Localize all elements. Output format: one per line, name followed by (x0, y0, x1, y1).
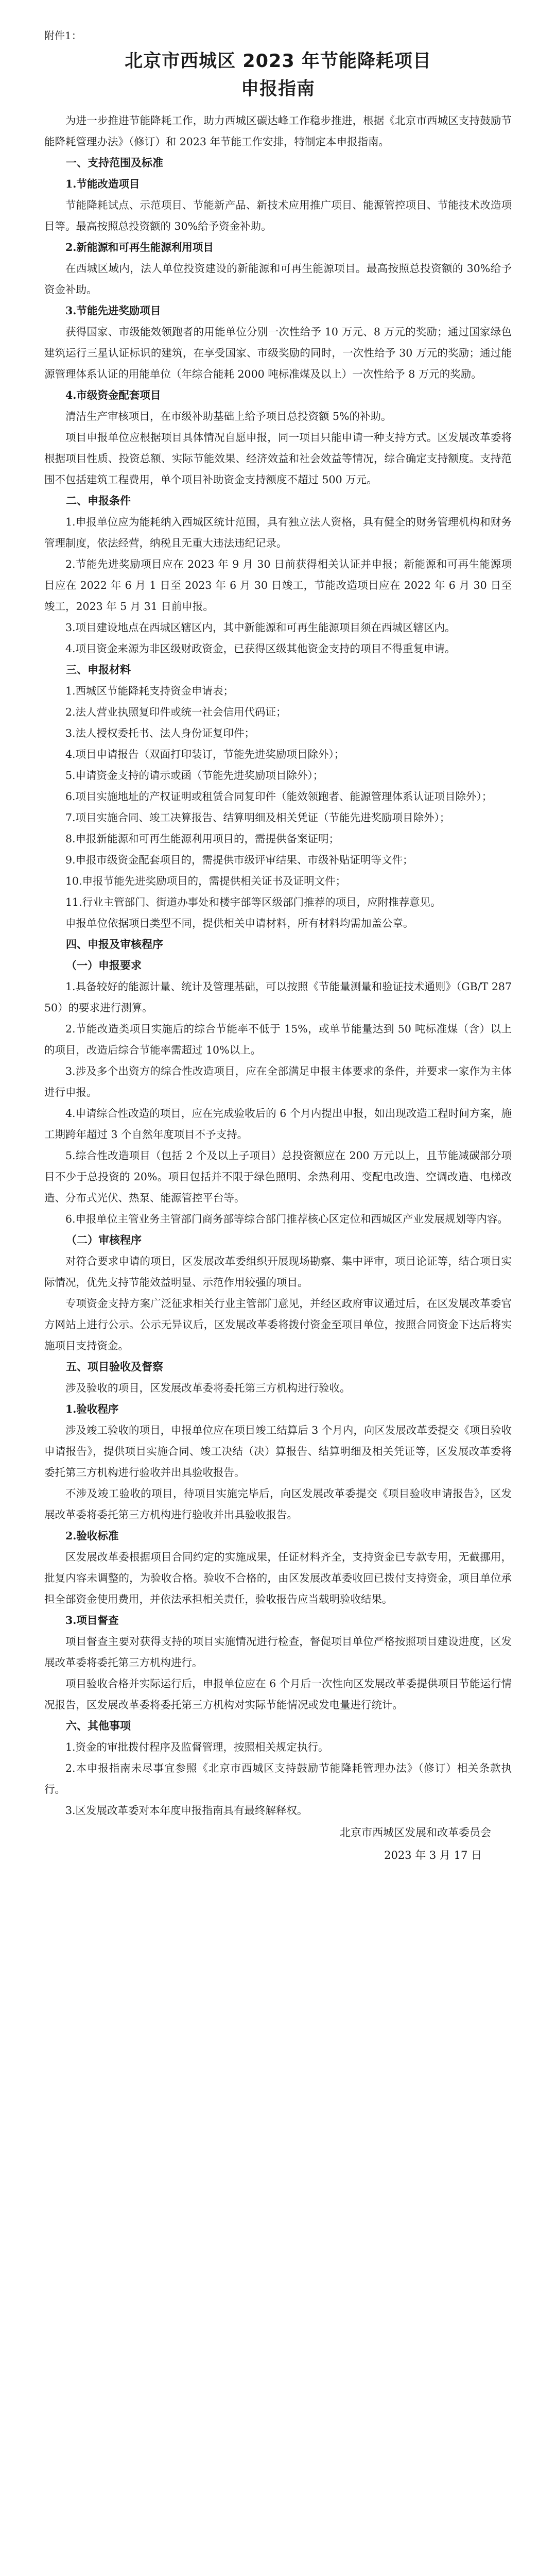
section-1-sub-1: 1.节能改造项目 (65, 178, 140, 190)
section-5-acceptance: 涉及竣工验收的项目，申报单位应在项目竣工结算后 3 个月内，向区发展改革委提交《项目验收申请报告》，提供项目实施合同、竣工决结（决）算报告、结算明细及相关凭证等，区发展改革委将委托第三方机构进行验收并出具验收报告。 (44, 1424, 512, 1479)
section-1-sub-1-text: 节能降耗试点、示范项目、节能新产品、新技术应用推广项目、能源管控项目、节能技术改造项目等。最高按照总投资额的 30%给予资金补助。 (44, 199, 512, 232)
section-4-requirement: 5.综合性改造项目（包括 2 个及以上子项目）总投资额应在 200 万元以上，且节能减碳部分项目不少于总投资的 20%。项目包括并不限于绿色照明、余热利用、变配电改造、空调改造、电梯改造、分布式光伏、热泵、能源管控平台等。 (44, 1149, 512, 1204)
section-6-heading: 六、其他事项 (66, 1720, 131, 1732)
section-3-item: 5.申请资金支持的请示或函（节能先进奖励项目除外）； (65, 769, 324, 782)
section-3-note: 申报单位依据项目类型不同，提供相关申请材料，所有材料均需加盖公章。 (65, 917, 414, 929)
attachment-label: 附件1： (44, 29, 82, 42)
section-1-sub-2-text: 在西城区域内，法人单位投资建设的新能源和可再生能源项目。最高按照总投资额的 30%给予资金补助。 (44, 262, 512, 296)
section-3-item: 1.西城区节能降耗支持资金申请表； (65, 685, 234, 697)
section-2-item: 4.项目资金来源为非区级财政资金，已获得区级其他资金支持的项目不得重复申请。 (65, 642, 456, 655)
section-3-item: 4.项目申请报告（双面打印装订，节能先进奖励项目除外）； (65, 748, 345, 760)
section-3-item: 10.申报节能先进奖励项目的，需提供相关证书及证明文件； (65, 875, 346, 887)
section-6-item: 1.资金的审批拨付程序及监督管理，按照相关规定执行。 (65, 1741, 329, 1753)
section-1-heading: 一、支持范围及标准 (66, 157, 163, 169)
section-4-requirement: 4.申请综合性改造的项目，应在完成验收后的 6 个月内提出申报，如出现改造工程时间方案，施工期跨年超过 3 个自然年度项目不予支持。 (44, 1107, 512, 1141)
document-title (44, 47, 512, 103)
section-1-sub-3-text: 获得国家、市级能效领跑者的用能单位分别一次性给予 10 万元、8 万元的奖励；通过国家绿色建筑运行三星认证标识的建筑，在享受国家、市级奖励的同时，一次性给予 30 万元的奖励；通过能源管理体系认证的用能单位（年综合能耗 2000 吨标准煤及以上）一次性给予 8 万元的奖励。 (44, 326, 512, 380)
intro-paragraph: 为进一步推进节能降耗工作，助力西城区碳达峰工作稳步推进，根据《北京市西城区支持鼓励节能降耗管理办法》（修订）和 2023 年节能工作安排，特制定本申报指南。 (44, 114, 512, 148)
section-1-sub-3: 3.节能先进奖励项目 (65, 304, 161, 317)
section-3-item: 9.申报市级资金配套项目的，需提供市级评审结果、市级补贴证明等文件； (65, 854, 413, 866)
section-5-sub-1: 1.验收程序 (65, 1403, 119, 1415)
section-1-sub-2: 2.新能源和可再生能源利用项目 (65, 241, 214, 253)
section-5-sub-2: 2.验收标准 (65, 1530, 119, 1542)
section-4-sub-2: （二）审核程序 (66, 1234, 142, 1246)
section-3-item: 2.法人营业执照复印件或统一社会信用代码证； (65, 706, 287, 718)
section-4-requirement: 3.涉及多个出资方的综合性改造项目，应在全部满足申报主体要求的条件，并要求一家作为主体进行申报。 (44, 1065, 512, 1098)
section-2-item: 3.项目建设地点在西城区辖区内，其中新能源和可再生能源项目须在西城区辖区内。 (65, 621, 456, 634)
section-1-sub-4: 4.市级资金配套项目 (65, 389, 161, 401)
issuer-signature: 北京市西城区发展和改革委员会 (340, 1826, 491, 1839)
section-4-review: 对符合要求申请的项目，区发展改革委组织开展现场勘察、集中评审，项目论证等，结合项目实际情况，优先支持节能效益明显、示范作用较强的项目。 (44, 1255, 512, 1289)
document-body (44, 110, 512, 1867)
section-2-item: 1.申报单位应为能耗纳入西城区统计范围，具有独立法人资格，具有健全的财务管理机构和财务管理制度，依法经营，纳税且无重大违法违纪记录。 (44, 516, 512, 549)
section-3-item: 3.法人授权委托书、法人身份证复印件； (65, 727, 255, 739)
section-4-review: 专项资金支持方案广泛征求相关行业主管部门意见，并经区政府审议通过后，在区发展改革委官方网站上进行公示。公示无异议后，区发展改革委将拨付资金至项目单位，按照合同资金下达后将实施项目支持资金。 (44, 1297, 512, 1352)
section-3-item: 7.项目实施合同、竣工决算报告、结算明细及相关凭证（节能先进奖励项目除外）； (65, 811, 450, 824)
section-3-heading: 三、申报材料 (66, 664, 131, 676)
section-3-item: 8.申报新能源和可再生能源利用项目的，需提供备案证明； (65, 833, 340, 845)
section-5-supervision: 项目督查主要对获得支持的项目实施情况进行检查，督促项目单位严格按照项目建设进度，区发展改革委将委托第三方机构进行。 (44, 1635, 512, 1669)
section-5-heading: 五、项目验收及督察 (66, 1361, 163, 1373)
section-5-supervision: 项目验收合格并实际运行后，申报单位应在 6 个月后一次性向区发展改革委提供项目节能运行情况报告，区发展改革委将委托第三方机构对实际节能情况或发电量进行统计。 (44, 1677, 512, 1711)
section-5-intro: 涉及验收的项目，区发展改革委将委托第三方机构进行验收。 (65, 1382, 351, 1394)
section-4-sub-1: （一）申报要求 (66, 959, 142, 972)
section-1-note: 项目申报单位应根据项目具体情况自愿申报，同一项目只能申请一种支持方式。区发展改革委将根据项目性质、投资总额、实际节能效果、经济效益和社会效益等情况，综合确定支持额度。支持范围不包括建筑工程费用，单个项目补助资金支持额度不超过 500 万元。 (44, 431, 512, 486)
section-5-standard: 区发展改革委根据项目合同约定的实施成果，任证材料齐全，支持资金已专款专用，无截挪用，批复内容未调整的，为验收合格。验收不合格的，由区发展改革委收回已拨付支持资金，项目单位承担全部资金使用费用，并依法承担相关责任，验收报告应当载明验收结果。 (44, 1551, 512, 1605)
section-1-sub-4-text: 清洁生产审核项目，在市级补助基础上给予项目总投资额 5%的补助。 (65, 410, 392, 422)
issue-date: 2023 年 3 月 17 日 (384, 1849, 482, 1861)
section-6-item: 2.本申报指南未尽事宜参照《北京市西城区支持鼓励节能降耗管理办法》（修订）相关条款执行。 (44, 1762, 512, 1795)
section-4-requirement: 1.具备较好的能源计量、统计及管理基础，可以按照《节能量测量和验证技术通则》（GB/T 28750）的要求进行测算。 (44, 980, 512, 1014)
title-line-1: 北京市西城区 2023 年节能降耗项目 (125, 51, 431, 72)
section-4-requirement: 2.节能改造类项目实施后的综合节能率不低于 15%，或单节能量达到 50 吨标准煤（含）以上的项目，改造后综合节能率需超过 10%以上。 (44, 1023, 512, 1056)
section-2-heading: 二、申报条件 (66, 495, 131, 507)
section-5-acceptance: 不涉及竣工验收的项目，待项目实施完毕后，向区发展改革委提交《项目验收申请报告》，区发展改革委将委托第三方机构进行验收并出具验收报告。 (44, 1487, 512, 1521)
title-line-2: 申报指南 (240, 79, 315, 99)
section-4-heading: 四、申报及审核程序 (66, 938, 163, 951)
section-3-item: 11.行业主管部门、街道办事处和楼宇部等区级部门推荐的项目，应附推荐意见。 (65, 896, 441, 908)
section-6-item: 3.区发展改革委对本年度申报指南具有最终解释权。 (65, 1804, 308, 1817)
section-5-sub-3: 3.项目督查 (65, 1614, 119, 1626)
section-2-item: 2.节能先进奖励项目应在 2023 年 9 月 30 日前获得相关认证并申报；新能源和可再生能源项目应在 2022 年 6 月 1 日至 2023 年 6 月 30 日竣工，节能改造项目应在 2022 年 6 月 30 日至竣工，2023 年 5 月 31 日前申报。 (44, 558, 512, 613)
section-3-item: 6.项目实施地址的产权证明或租赁合同复印件（能效领跑者、能源管理体系认证项目除外）； (65, 790, 493, 803)
section-4-requirement: 6.申报单位主管业务主管部门商务部等综合部门推荐核心区定位和西城区产业发展规划等内容。 (65, 1213, 509, 1225)
